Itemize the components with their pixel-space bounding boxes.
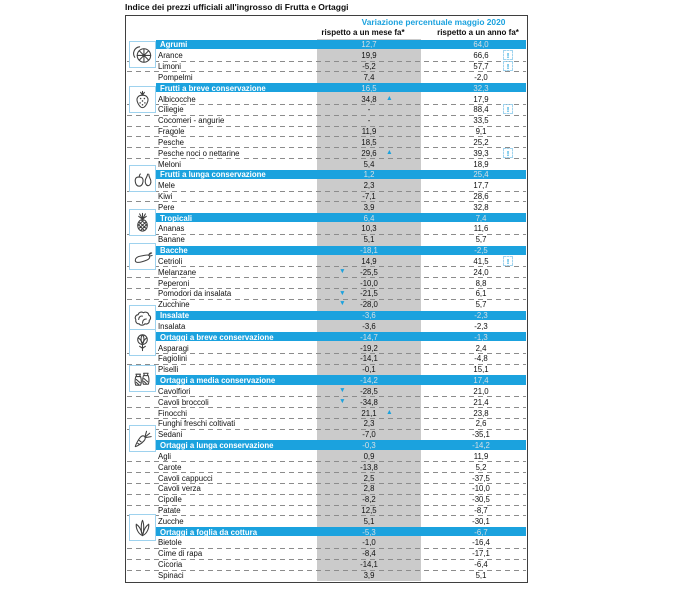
item-label: Cavoli verza (158, 484, 201, 494)
artichoke-icon (129, 329, 156, 356)
year-value: 28,6 (473, 191, 489, 201)
year-value: 21,0 (473, 386, 489, 396)
leafy-greens-icon (129, 514, 156, 541)
month-value: 11,9 (361, 127, 377, 137)
year-value: -4,8 (474, 354, 488, 364)
alert-badge: ! (503, 104, 513, 114)
year-value: 41,5 (473, 256, 489, 266)
trend-down-icon: ▼ (339, 267, 346, 275)
column-header-year: rispetto a un anno fa* (437, 27, 519, 37)
month-value: -14,1 (360, 354, 378, 364)
item-label: Albicocche (158, 94, 196, 104)
year-value: 8,8 (475, 278, 487, 288)
item-label: Cocomeri - angurie (158, 116, 225, 126)
item-label: Pompelmi (158, 72, 193, 82)
item-label: Mele (158, 181, 175, 191)
item-label: Pomodori da insalata (158, 289, 232, 299)
category-label: Frutti a lunga conservazione (160, 170, 266, 180)
month-value: 21,1 (361, 408, 377, 418)
price-table (125, 15, 528, 583)
item-label: Arance (158, 51, 183, 61)
year-value: -37,5 (472, 473, 490, 483)
year-value: 17,7 (473, 181, 489, 191)
month-value: - (367, 105, 371, 115)
category-month-value: 16,5 (361, 83, 377, 93)
trend-down-icon: ▼ (339, 387, 346, 395)
trend-down-icon: ▼ (339, 300, 346, 308)
year-value: 11,9 (473, 451, 489, 461)
item-label: Pere (158, 202, 175, 212)
category-month-value: -14,7 (360, 332, 378, 342)
month-value: 2,3 (363, 419, 375, 429)
category-label: Bacche (160, 246, 188, 256)
column-header-month: rispetto a un mese fa* (321, 27, 405, 37)
month-value: 10,3 (361, 224, 377, 234)
pineapple-icon (129, 209, 156, 236)
month-value: 5,4 (363, 159, 375, 169)
item-label: Patate (158, 506, 181, 515)
month-value: 14,9 (361, 256, 377, 266)
year-value: -8,7 (474, 506, 488, 515)
alert-badge: ! (503, 256, 513, 266)
category-month-value: -5,3 (362, 527, 376, 537)
item-label: Bietole (158, 538, 182, 548)
month-value: - (367, 116, 371, 126)
category-label: Ortaggi a lunga conservazione (160, 441, 274, 451)
month-value: -25,5 (360, 267, 378, 277)
category-year-value: -2,5 (474, 246, 488, 256)
category-month-value: -3,6 (362, 311, 376, 321)
year-value: -2,0 (474, 72, 488, 82)
year-value: 32,8 (473, 202, 489, 212)
month-value: -1,0 (362, 538, 376, 548)
category-label: Agrumi (160, 40, 188, 50)
page-title: Indice dei prezzi ufficiali all'ingrosso di Frutta e Ortaggi (125, 2, 349, 12)
carrot-icon (129, 425, 156, 452)
month-value: -21,5 (360, 289, 378, 299)
item-label: Ananas (158, 224, 185, 234)
lettuce-icon (129, 305, 156, 332)
year-value: 5,2 (475, 462, 487, 472)
year-value: 88,4 (473, 105, 489, 115)
category-year-value: 17,4 (473, 376, 489, 386)
month-value: -10,0 (360, 278, 378, 288)
eggplant-icon (129, 243, 156, 270)
month-value: -19,2 (360, 343, 378, 353)
month-value: -14,1 (360, 560, 378, 570)
trend-up-icon: ▲ (386, 94, 393, 102)
year-value: 18,9 (473, 159, 489, 169)
item-label: Insalata (158, 321, 186, 331)
alert-badge: ! (503, 148, 513, 158)
category-year-value: -2,3 (474, 311, 488, 321)
month-value: 18,5 (361, 137, 377, 147)
year-value: -17,1 (472, 549, 490, 559)
category-year-value: -1,3 (474, 332, 488, 342)
category-year-value: -6,7 (474, 527, 488, 537)
year-value: -30,5 (472, 495, 490, 505)
year-value: -35,1 (472, 430, 490, 440)
item-label: Zucchine (158, 300, 190, 310)
category-label: Ortaggi a media conservazione (160, 376, 276, 386)
item-label: Sedani (158, 430, 183, 440)
item-label: Funghi freschi coltivati (158, 419, 236, 429)
item-label: Cavolfiori (158, 386, 191, 396)
item-label: Pesche (158, 137, 185, 147)
category-month-value: 1,2 (363, 170, 375, 180)
year-value: 5,1 (475, 570, 487, 580)
sack-icon (129, 365, 156, 392)
item-label: Fagiolini (158, 354, 188, 364)
year-value: 23,8 (473, 408, 489, 418)
category-year-value: 64,0 (473, 40, 489, 50)
year-value: 6,1 (475, 289, 487, 299)
item-label: Kiwi (158, 191, 173, 201)
month-value: 3,9 (363, 570, 375, 580)
year-value: -2,3 (474, 321, 488, 331)
month-value: 2,5 (363, 473, 375, 483)
item-label: Cetrioli (158, 256, 183, 266)
year-value: 66,6 (473, 51, 489, 61)
item-label: Melanzane (158, 267, 197, 277)
year-value: -16,4 (472, 538, 490, 548)
month-value: 3,9 (363, 202, 375, 212)
category-month-value: -18,1 (360, 246, 378, 256)
month-value: 12,5 (361, 506, 377, 515)
month-value: 5,1 (363, 235, 375, 245)
citrus-icon (129, 41, 156, 68)
item-label: Agli (158, 451, 172, 461)
category-year-value: 32,3 (473, 83, 489, 93)
month-value: 2,3 (363, 181, 375, 191)
month-value: -0,1 (362, 365, 376, 375)
category-label: Ortaggi a foglia da cottura (160, 527, 258, 537)
apple-pear-icon (129, 165, 156, 192)
category-month-value: -14,2 (360, 376, 378, 386)
trend-up-icon: ▲ (386, 408, 393, 416)
year-value: 9,1 (475, 127, 487, 137)
item-label: Cipolle (158, 495, 182, 505)
year-value: 17,9 (473, 94, 489, 104)
strawberry-icon (129, 86, 156, 113)
category-label: Insalate (160, 311, 190, 321)
item-label: Cavoli broccoli (158, 397, 209, 407)
year-value: -6,4 (474, 560, 488, 570)
month-value: 19,9 (361, 51, 377, 61)
month-value: 7,4 (363, 72, 375, 82)
month-value: -28,5 (360, 386, 378, 396)
category-month-value: -0,3 (362, 441, 376, 451)
item-label: Zucche (158, 516, 184, 526)
item-label: Cavoli cappucci (158, 473, 213, 483)
month-value: 29,6 (361, 148, 377, 158)
item-label: Spinaci (158, 570, 184, 580)
trend-up-icon: ▲ (386, 148, 393, 156)
year-value: 2,4 (475, 343, 487, 353)
month-value: -8,2 (362, 495, 376, 505)
item-label: Cicoria (158, 560, 183, 570)
year-value: 57,7 (473, 62, 489, 72)
item-label: Limoni (158, 62, 181, 72)
year-value: 24,0 (473, 267, 489, 277)
item-label: Peperoni (158, 278, 190, 288)
year-value: 33,5 (473, 116, 489, 126)
year-value: 11,6 (473, 224, 489, 234)
year-value: 5,7 (475, 235, 487, 245)
item-label: Fragole (158, 127, 185, 137)
year-value: 21,4 (473, 397, 489, 407)
trend-down-icon: ▼ (339, 397, 346, 405)
year-value: 2,6 (475, 419, 487, 429)
month-value: -34,8 (360, 397, 378, 407)
category-label: Ortaggi a breve conservazione (160, 332, 274, 342)
item-label: Ciliegie (158, 105, 184, 115)
category-year-value: -14,2 (472, 441, 490, 451)
item-label: Carote (158, 462, 182, 472)
category-month-value: 12,7 (361, 40, 377, 50)
item-label: Meloni (158, 159, 181, 169)
year-value: 15,1 (473, 365, 489, 375)
month-value: -5,2 (362, 62, 376, 72)
year-value: -30,1 (472, 516, 490, 526)
alert-badge: ! (503, 61, 513, 71)
month-value: -8,4 (362, 549, 376, 559)
table-header-title: Variazione percentuale maggio 2020 (361, 17, 506, 27)
month-value: 0,9 (363, 451, 375, 461)
year-value: 25,2 (473, 137, 489, 147)
category-label: Tropicali (160, 213, 193, 223)
item-label: Pesche noci o nettarine (158, 148, 240, 158)
category-year-value: 25,4 (473, 170, 489, 180)
item-label: Asparagi (158, 343, 189, 353)
icon-column (126, 16, 527, 582)
month-value: -7,0 (362, 430, 376, 440)
month-value: -28,0 (360, 300, 378, 310)
month-value: 34,8 (361, 94, 377, 104)
alert-badge: ! (503, 50, 513, 60)
month-value: 5,1 (363, 516, 375, 526)
month-value: -13,8 (360, 462, 378, 472)
year-value: -10,0 (472, 484, 490, 494)
category-year-value: 7,4 (475, 213, 487, 223)
year-value: 39,3 (473, 148, 489, 158)
category-month-value: 6,4 (363, 213, 375, 223)
month-value: -7,1 (362, 191, 376, 201)
month-value: 2,8 (363, 484, 375, 494)
item-label: Cime di rapa (158, 549, 203, 559)
item-label: Finocchi (158, 408, 188, 418)
category-label: Frutti a breve conservazione (160, 83, 266, 93)
item-label: Piselli (158, 365, 179, 375)
item-label: Banane (158, 235, 185, 245)
month-value: -3,6 (362, 321, 376, 331)
trend-down-icon: ▼ (339, 289, 346, 297)
year-value: 5,7 (475, 300, 487, 310)
